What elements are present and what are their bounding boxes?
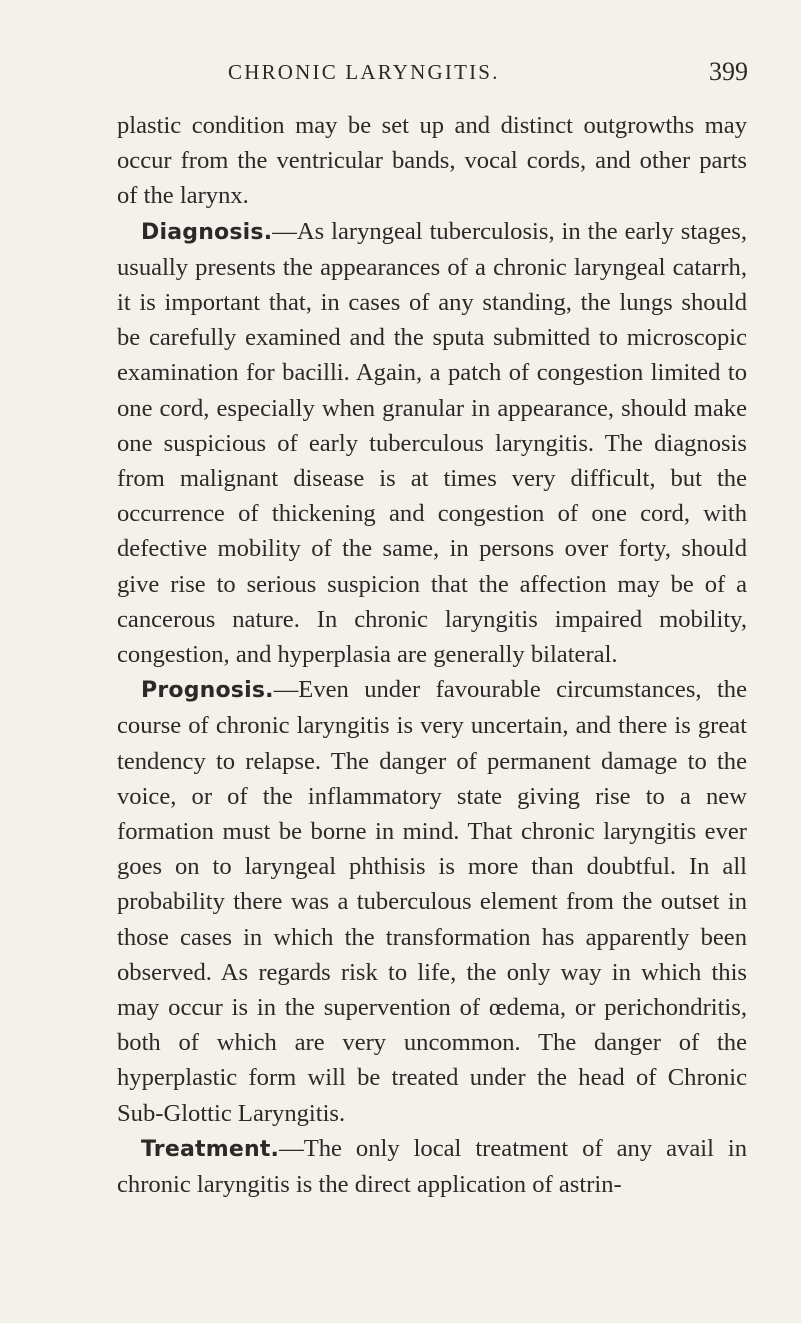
paragraph-text: —The only local treatment of any avail in chronic laryngitis is the direct application of astrin- <box>117 1134 747 1199</box>
paragraph-prognosis <box>117 672 747 1131</box>
body-text <box>117 108 747 1202</box>
running-head <box>228 57 748 100</box>
paragraph-text: —As laryngeal tuberculosis, in the early stages, usually presents the appearances of a chronic laryngeal catarrh, it is important that, in cases of any standing, the lungs should be carefully examined and the sputa submitted to microscopic examination for bacilli. Again, a patch of congestion limited to one cord, especially when granular in appearance, should make one suspicious of early tuberculous laryngitis. The diagnosis from malignant disease is at times very difficult, but the occurrence of thickening and congestion of one cord, with defective mobility of the same, in persons over forty, should give rise to serious suspicion that the affection may be of a cancerous nature. In chronic laryngitis impaired mobility, congestion, and hyperplasia are generally bilateral. <box>117 217 747 669</box>
section-heading-diagnosis: Diagnosis. <box>141 219 273 245</box>
paragraph-text: —Even under favourable circumstances, the course of chronic laryngitis is very uncertain, and there is great tendency to relapse. The danger of permanent damage to the voice, or of the inflammatory state giving rise to a new formation must be borne in mind. That chronic laryngitis ever goes on to laryngeal phthisis is more than doubtful. In all probability there was a tuberculous element from the outset in those cases in which the transformation has apparently been observed. As regards risk to life, the only way in which this may occur is in the supervention of œdema, or perichondritis, both of which are very uncommon. The danger of the hyperplastic form will be treated under the head of Chronic Sub-Glottic Laryngitis. <box>117 676 747 1127</box>
page-number: 399 <box>709 57 748 86</box>
section-heading-prognosis: Prognosis. <box>141 678 274 704</box>
section-heading-treatment: Treatment. <box>141 1136 280 1162</box>
running-title: CHRONIC LARYNGITIS. <box>228 60 500 84</box>
paragraph-treatment <box>117 1131 747 1202</box>
paragraph-text: plastic condition may be set up and distinct outgrowths may occur from the ventricular bands, vocal cords, and other parts of the larynx. <box>117 112 747 210</box>
paragraph-diagnosis <box>117 214 747 673</box>
paragraph-continuation <box>117 108 747 214</box>
